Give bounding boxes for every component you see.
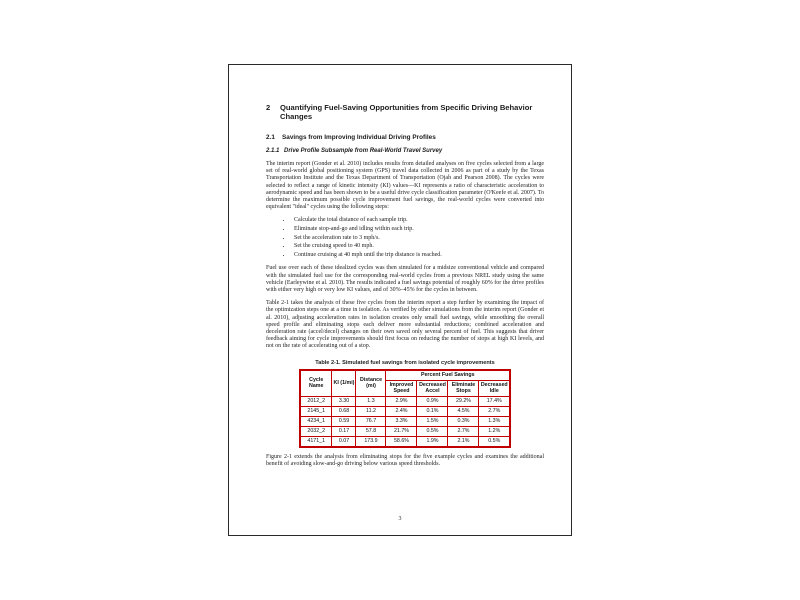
list-item: • Set the cruising speed to 40 mph. [292, 242, 544, 251]
paragraph-simulation-results: Fuel use over each of these idealized cycles was then simulated for a midsize conventional vehicle and compared with the simulated fuel use for the corresponding real-world cycles from a previous NREL study using the same vehicle (Earleywine et al. 2010). The results indicated a fuel savings potential of roughly 60% for the drive profiles with either very high or very low KI values, and of 30%–45% for the cycles in between. [266, 265, 544, 293]
list-item: • Calculate the total distance of each sample trip. [292, 216, 544, 225]
page-number: 3 [398, 516, 402, 522]
table-cell: 0.17 [332, 426, 356, 436]
table-cell: 0.59 [332, 416, 356, 426]
table-cell: 2.1% [448, 436, 479, 447]
subsection-title: Drive Profile Subsample from Real-World Travel Survey [284, 148, 443, 154]
paragraph-figure-reference: Figure 2-1 extends the analysis from eliminating stops for the five example cycles and examines the additional benefit of avoiding slow-and-go driving below various speed thresholds. [266, 453, 544, 467]
table-cell: 2012_2 [300, 396, 332, 406]
table-cell: 17.4% [479, 396, 510, 406]
table-row [300, 436, 510, 447]
table-body [300, 396, 510, 447]
table-cell: 76.7 [356, 416, 386, 426]
table-cell: 2.4% [386, 406, 417, 416]
table-cell: 58.6% [386, 436, 417, 447]
table-row [300, 416, 510, 426]
table-cell: 1.5% [417, 416, 448, 426]
list-item: • Eliminate stop-and-go and idling within each trip. [292, 225, 544, 234]
col-header-eliminate-stops: Eliminate Stops [448, 380, 479, 396]
table-row [300, 396, 510, 406]
chapter-heading [266, 103, 544, 121]
table-cell: 0.07 [332, 436, 356, 447]
table-cell: 4234_1 [300, 416, 332, 426]
ideal-cycle-steps-list [292, 216, 544, 259]
chapter-number: 2 [266, 103, 271, 112]
section-heading [266, 134, 544, 142]
paragraph-intro: The interim report (Gonder et al. 2010) includes results from detailed analyses on five cycles selected from a large set of real-world global positioning system (GPS) travel data collected in 2006 as part of a study by the Texas Transportation Institute and the Texas Department of Transportation (Ojah and Pearson 2008). The cycles were selected to reflect a range of kinetic intensity (KI) values—KI represents a ratio of characteristic acceleration to aerodynamic speed and has been shown to be a useful drive cycle classification parameter (O'Keefe et al. 2007). To determine the maximum possible cycle improvement fuel savings, the real-world cycles were converted into equivalent "ideal" cycles using the following steps: [266, 161, 544, 211]
table-cell: 29.2% [448, 396, 479, 406]
table-cell: 1.3% [479, 416, 510, 426]
table-cell: 0.9% [417, 396, 448, 406]
table-cell: 2.7% [479, 406, 510, 416]
table-cell: 57.8 [356, 426, 386, 436]
table-cell: 3.30 [332, 396, 356, 406]
col-header-decreased-accel: Decreased Accel [417, 380, 448, 396]
table-cell: 2.9% [386, 396, 417, 406]
col-header-cycle-name: Cycle Name [300, 370, 332, 397]
table-cell: 1.9% [417, 436, 448, 447]
col-header-distance: Distance (mi) [356, 370, 386, 397]
chapter-title: Quantifying Fuel-Saving Opportunities from Specific Driving Behavior Changes [280, 103, 533, 121]
table-cell: 2145_1 [300, 406, 332, 416]
section-title: Savings from Improving Individual Driving Profiles [282, 134, 436, 141]
table-cell: 11.2 [356, 406, 386, 416]
table-cell: 0.1% [417, 406, 448, 416]
table-row [300, 406, 510, 416]
fuel-savings-table [299, 369, 511, 448]
table-cell: 4.5% [448, 406, 479, 416]
paragraph-table-discussion: Table 2-1 takes the analysis of these five cycles from the interim report a step further by examining the impact of the optimization steps one at a time in isolation. As verified by other simulations from the interim report (Gonder et al. 2010), adjusting acceleration rates in isolation creates only small fuel savings, while smoothing the overall speed profile and eliminating stops each deliver more substantial reductions; combined acceleration and deceleration rate (accel/decel) changes on their own saved only several percent of fuel. This suggests that driver feedback aiming for cycle improvements should first focus on reducing the number of stops at high KI levels, and not on the rate of accelerating out of a stop. [266, 300, 544, 350]
table-cell: 2032_2 [300, 426, 332, 436]
table-cell: 0.68 [332, 406, 356, 416]
table-cell: 173.9 [356, 436, 386, 447]
col-group-header-percent-fuel-savings: Percent Fuel Savings [386, 370, 510, 381]
table-cell: 0.5% [479, 436, 510, 447]
col-header-decreased-idle: Decreased Idle [479, 380, 510, 396]
col-header-ki: KI (1/mi) [332, 370, 356, 397]
subsection-number: 2.1.1 [266, 148, 280, 154]
table-cell: 2.7% [448, 426, 479, 436]
subsection-heading [266, 148, 544, 155]
table-cell: 0.3% [448, 416, 479, 426]
table-cell: 21.7% [386, 426, 417, 436]
table-cell: 1.3 [356, 396, 386, 406]
list-item: • Continue cruising at 40 mph until the trip distance is reached. [292, 251, 544, 260]
list-item: • Set the acceleration rate to 3 mph/s. [292, 234, 544, 243]
document-page [228, 64, 572, 536]
table-cell: 4171_1 [300, 436, 332, 447]
table-header [300, 370, 510, 397]
table-cell: 3.3% [386, 416, 417, 426]
table-caption: Table 2-1. Simulated fuel savings from isolated cycle improvements [315, 359, 495, 366]
table-cell: 1.2% [479, 426, 510, 436]
table-row [300, 426, 510, 436]
col-header-improved-speed: Improved Speed [386, 380, 417, 396]
section-number: 2.1 [266, 134, 275, 141]
table-cell: 0.5% [417, 426, 448, 436]
